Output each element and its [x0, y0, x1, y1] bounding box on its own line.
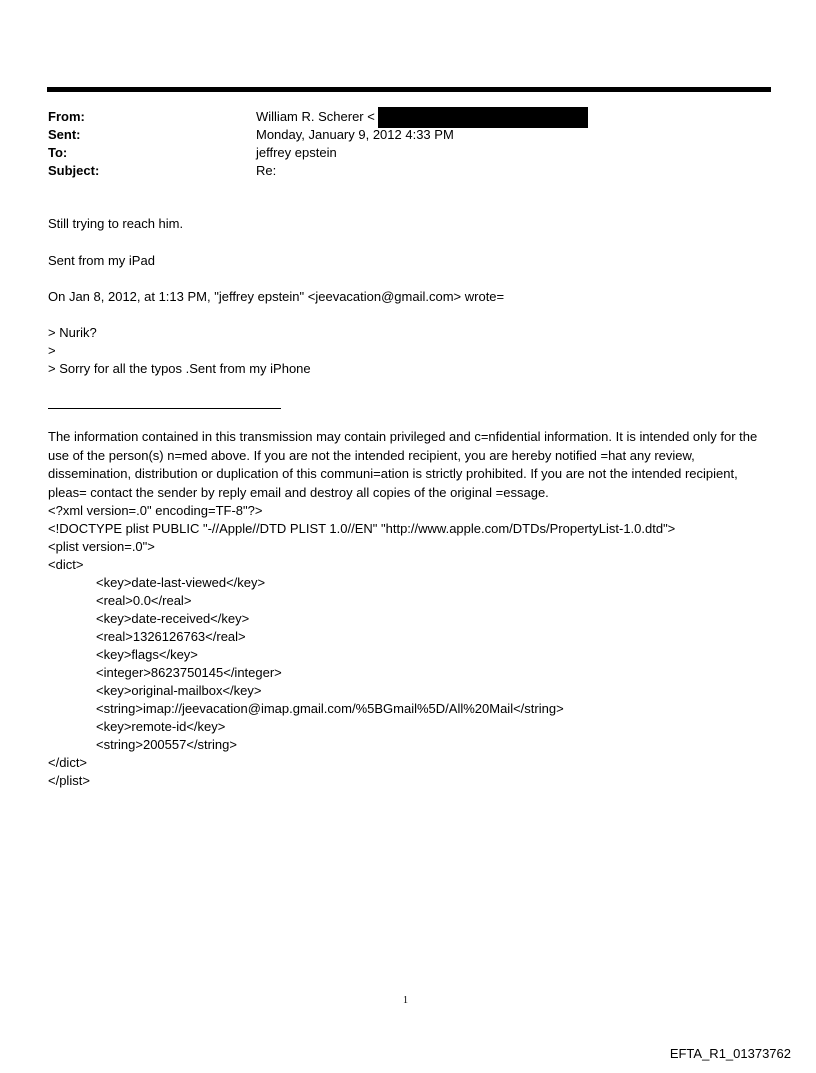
- subject-value: Re:: [256, 163, 277, 178]
- quote-line-3: > Sorry for all the typos .Sent from my iPhone: [48, 361, 311, 376]
- sent-label: Sent:: [48, 127, 81, 142]
- page-number: 1: [403, 995, 408, 1006]
- plist-line: <?xml version=.0" encoding=TF-8"?>: [48, 503, 263, 518]
- plist-line: <key>flags</key>: [96, 647, 198, 662]
- document-id: EFTA_R1_01373762: [669, 1046, 791, 1061]
- to-row: [48, 144, 588, 162]
- body-line-1: Still trying to reach him.: [48, 216, 184, 231]
- subject-label: Subject:: [48, 163, 100, 178]
- to-value: jeffrey epstein: [256, 145, 337, 160]
- plist-line: <real>0.0</real>: [96, 593, 192, 608]
- to-label: To:: [48, 145, 68, 160]
- body-line-2: Sent from my iPad: [48, 253, 155, 268]
- signature-divider: [48, 408, 281, 409]
- plist-line: <string>200557</string>: [96, 737, 237, 752]
- sent-row: [48, 126, 588, 144]
- plist-line: <key>date-received</key>: [96, 611, 250, 626]
- plist-line: <dict>: [48, 557, 84, 572]
- disclaimer-text: The information contained in this transmission may contain privileged and c=nfidential information. It is intended only for the use of the person(s) n=med above. If you are not the intended recipient, you are hereby notified =hat any review, dissemination, distribution or duplication of this communi=ation is strictly prohibited. If you are not the intended recipient, pleas= contact the sender by reply email and destroy all copies of the original =essage.: [48, 429, 758, 500]
- plist-line: <integer>8623750145</integer>: [96, 665, 282, 680]
- quote-line-1: > Nurik?: [48, 325, 97, 340]
- sent-value: Monday, January 9, 2012 4:33 PM: [256, 127, 454, 142]
- quote-line-2: >: [48, 343, 56, 358]
- plist-line: <string>imap://jeevacation@imap.gmail.com/%5BGmail%5D/All%20Mail</string>: [96, 701, 564, 716]
- plist-line: <real>1326126763</real>: [96, 629, 246, 644]
- plist-line: </plist>: [48, 773, 90, 788]
- from-value: [256, 108, 588, 126]
- plist-line: <key>original-mailbox</key>: [96, 683, 262, 698]
- plist-line: </dict>: [48, 755, 88, 770]
- subject-row: [48, 162, 588, 180]
- email-header: [48, 108, 588, 180]
- redaction-box: [378, 107, 588, 128]
- from-name: William R. Scherer <: [256, 109, 375, 124]
- top-rule: [47, 87, 771, 92]
- plist-block: [48, 502, 675, 790]
- from-label: From:: [48, 109, 85, 124]
- plist-line: <plist version=.0">: [48, 539, 155, 554]
- plist-line: <key>remote-id</key>: [96, 719, 226, 734]
- from-row: [48, 108, 588, 126]
- plist-line: <key>date-last-viewed</key>: [96, 575, 266, 590]
- plist-line: <!DOCTYPE plist PUBLIC "-//Apple//DTD PLIST 1.0//EN" "http://www.apple.com/DTDs/PropertyList-1.0.dtd">: [48, 521, 676, 536]
- disclaimer: [48, 428, 773, 502]
- body-line-3: On Jan 8, 2012, at 1:13 PM, "jeffrey epstein" <jeevacation@gmail.com> wrote=: [48, 289, 505, 304]
